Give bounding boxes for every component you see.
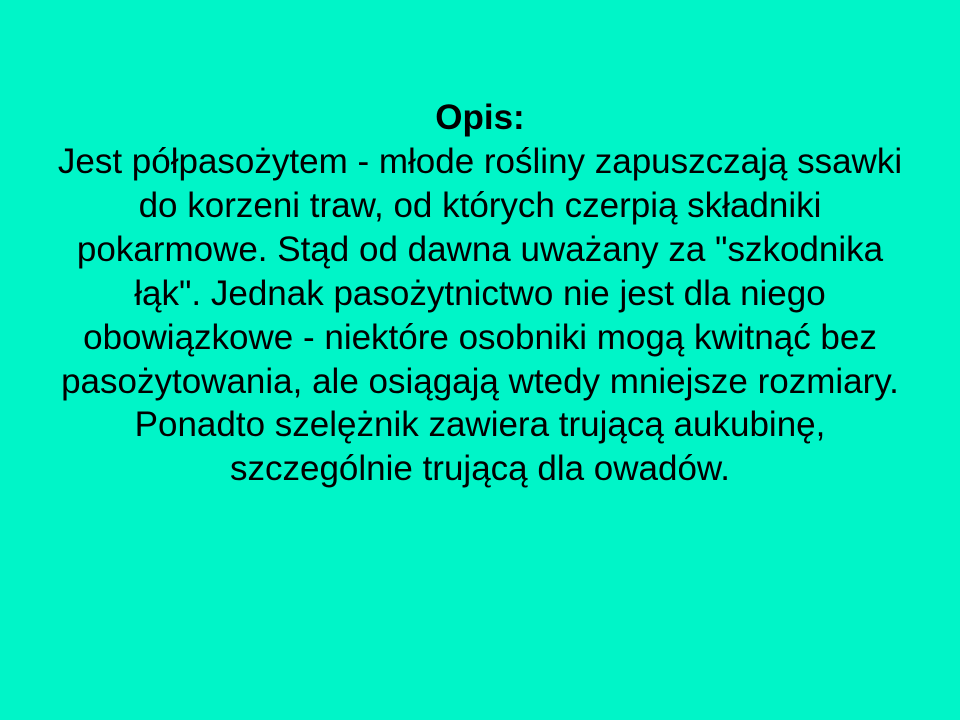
slide-body-text: Jest półpasożytem - młode rośliny zapuszczają ssawki do korzeni traw, od których czerpią składniki pokarmowe. Stąd od dawna uważany za "szkodnika łąk". Jednak pasożytnictwo nie jest dla niego obowiązkowe - niektóre osobniki mogą kwitnąć bez pasożytowania, ale osiągają wtedy mniejsze rozmiary. Ponadto szelężnik zawiera trującą aukubinę, szczególnie trującą dla owadów. — [57, 141, 903, 489]
slide-heading: Opis: — [435, 98, 525, 137]
slide-text-block — [0, 96, 960, 491]
